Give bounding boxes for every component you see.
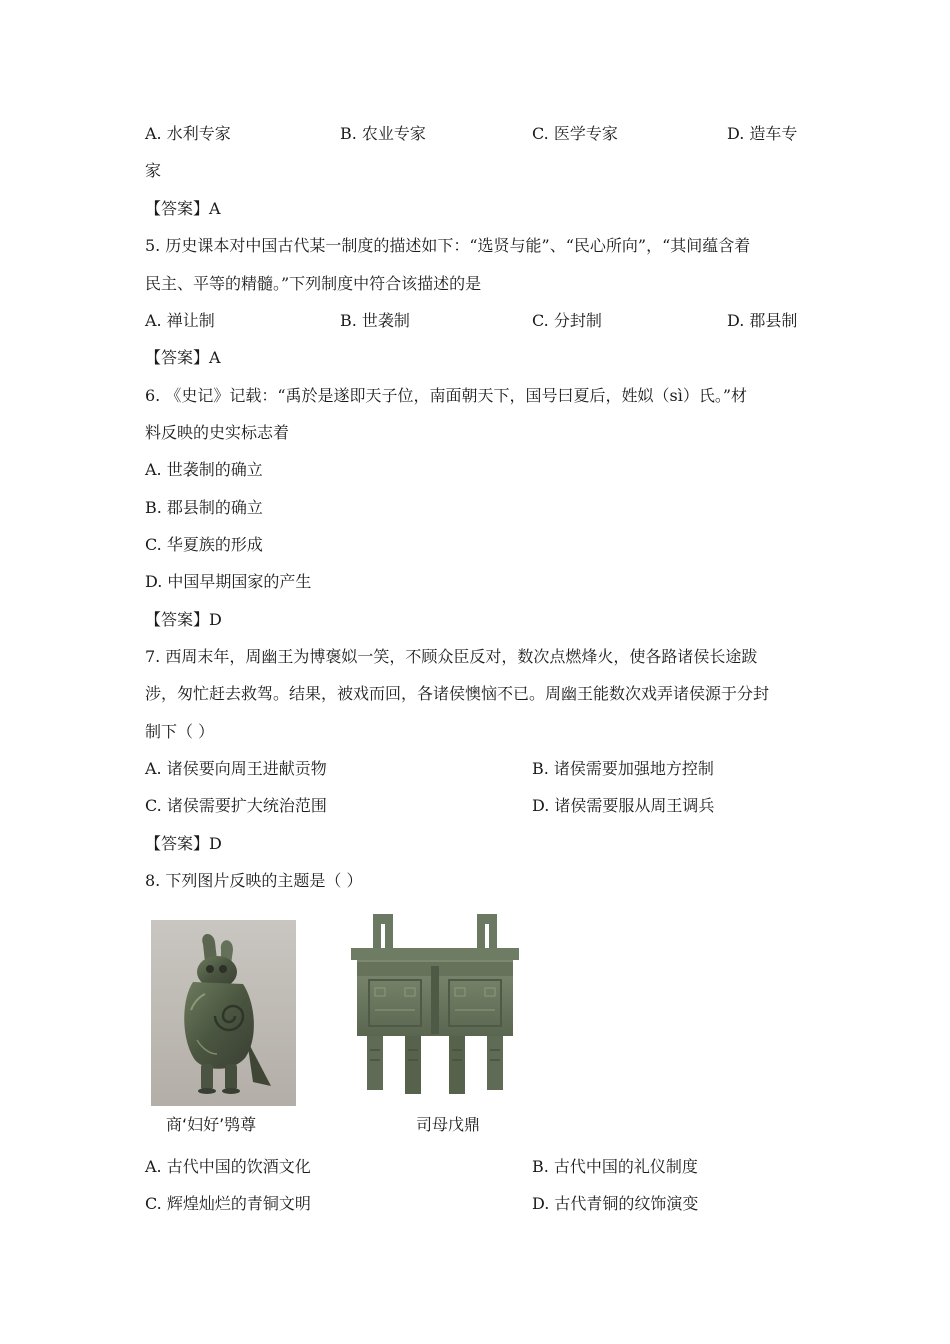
q7-stem-line2: 涉，匆忙赶去救驾。结果，被戏而回，各诸侯懊恼不已。周幽王能数次戏弄诸侯源于分封 <box>145 684 770 703</box>
q5-stem-line2: 民主、平等的精髓。”下列制度中符合该描述的是 <box>145 274 482 293</box>
q5-option-b: B. 世袭制 <box>340 311 410 330</box>
q8-option-d: D. 古代青铜的纹饰演变 <box>532 1194 699 1213</box>
q8-option-c: C. 辉煌灿烂的青铜文明 <box>145 1194 311 1213</box>
q7-option-d: D. 诸侯需要服从周王调兵 <box>532 796 715 815</box>
simuwu-ding-image <box>345 910 525 1110</box>
q7-answer: 【答案】D <box>145 834 222 853</box>
q6-option-a: A. 世袭制的确立 <box>145 460 263 479</box>
q4-option-b: B. 农业专家 <box>340 124 426 143</box>
q6-stem-line2: 料反映的史实标志着 <box>145 423 290 442</box>
q7-option-c: C. 诸侯需要扩大统治范围 <box>145 796 327 815</box>
q6-option-c: C. 华夏族的形成 <box>145 535 263 554</box>
q4-answer: 【答案】A <box>145 199 221 218</box>
simuwu-ding-caption: 司母戊鼎 <box>416 1115 481 1134</box>
q7-stem-line1: 7. 西周末年，周幽王为博褒姒一笑，不顾众臣反对，数次点燃烽火，使各路诸侯长途跋 <box>145 647 758 666</box>
q5-option-d: D. 郡县制 <box>727 311 798 330</box>
q5-option-c: C. 分封制 <box>532 311 602 330</box>
q6-option-b: B. 郡县制的确立 <box>145 498 263 517</box>
q7-stem-line3: 制下（ ） <box>145 722 215 741</box>
q6-answer: 【答案】D <box>145 610 222 629</box>
q8-option-a: A. 古代中国的饮酒文化 <box>145 1157 311 1176</box>
owl-zun-image <box>151 920 296 1106</box>
q6-stem-line1: 6. 《史记》记载：“禹於是遂即天子位，南面朝天下，国号曰夏后，姓姒（sì）氏。”材 <box>145 386 748 405</box>
q4-option-d-wrap: 家 <box>145 161 162 180</box>
q6-option-d: D. 中国早期国家的产生 <box>145 572 312 591</box>
owl-zun-caption: 商‘妇好’鸮尊 <box>166 1115 257 1134</box>
q7-option-a: A. 诸侯要向周王进献贡物 <box>145 759 327 778</box>
q4-option-d: D. 造车专 <box>727 124 798 143</box>
q8-stem: 8. 下列图片反映的主题是（ ） <box>145 871 363 890</box>
q8-option-b: B. 古代中国的礼仪制度 <box>532 1157 698 1176</box>
q4-option-c: C. 医学专家 <box>532 124 618 143</box>
q5-option-a: A. 禅让制 <box>145 311 215 330</box>
q5-stem-line1: 5. 历史课本对中国古代某一制度的描述如下：“选贤与能”、“民心所向”，“其间蕴含着 <box>145 236 751 255</box>
q5-answer: 【答案】A <box>145 348 221 367</box>
q7-option-b: B. 诸侯需要加强地方控制 <box>532 759 714 778</box>
q4-option-a: A. 水利专家 <box>145 124 231 143</box>
